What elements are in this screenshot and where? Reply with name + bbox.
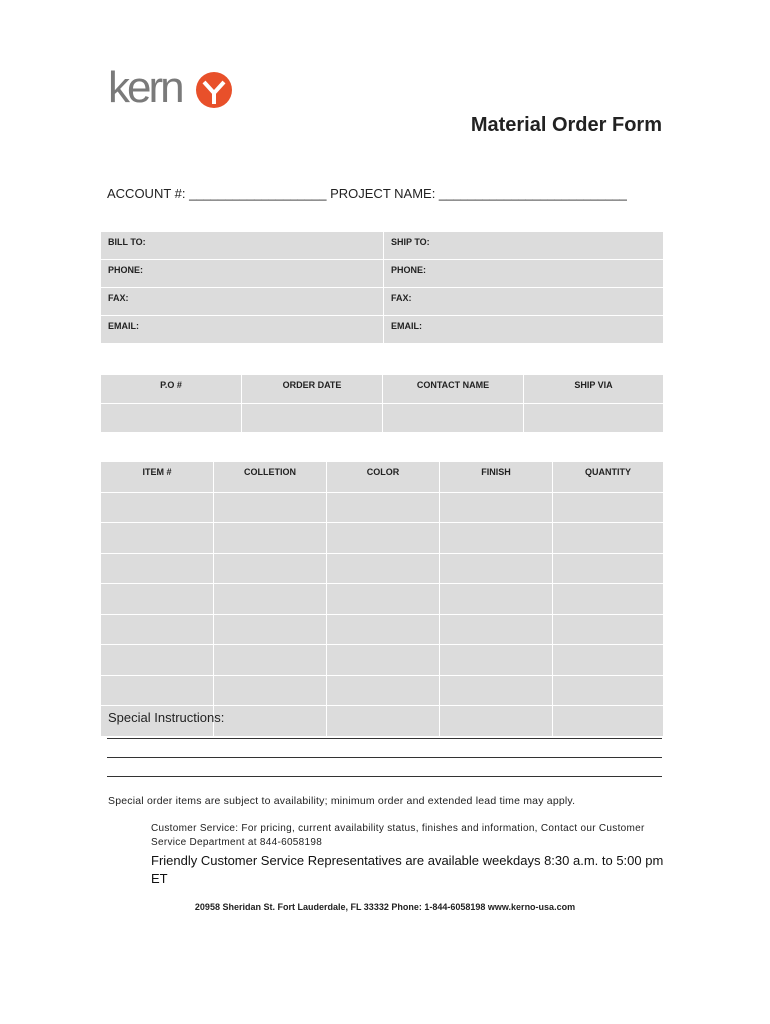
bill-to-field[interactable]: BILL TO:	[101, 232, 384, 260]
table-row	[101, 614, 664, 645]
item-cell[interactable]	[553, 584, 664, 615]
special-order-note: Special order items are subject to availability; minimum order and extended lead time may apply.	[108, 795, 576, 807]
item-cell[interactable]	[440, 614, 553, 645]
item-cell[interactable]	[101, 553, 214, 584]
item-cell[interactable]	[214, 492, 327, 523]
item-cell[interactable]	[440, 553, 553, 584]
item-cell[interactable]	[214, 614, 327, 645]
item-cell[interactable]	[327, 706, 440, 737]
item-cell[interactable]	[553, 553, 664, 584]
item-cell[interactable]	[214, 675, 327, 706]
friendly-service-text: Friendly Customer Service Representatives are available weekdays 8:30 a.m. to 5:00 pm ET	[151, 853, 664, 886]
item-cell[interactable]	[327, 492, 440, 523]
form-title: Material Order Form	[470, 114, 662, 136]
item-cell[interactable]	[553, 492, 664, 523]
item-cell[interactable]	[440, 645, 553, 676]
color-header: COLOR	[327, 462, 440, 493]
item-cell[interactable]	[101, 523, 214, 554]
item-cell[interactable]	[553, 614, 664, 645]
bill-fax-field[interactable]: FAX:	[101, 288, 384, 316]
po-cell[interactable]	[101, 404, 242, 433]
item-cell[interactable]	[553, 675, 664, 706]
item-cell[interactable]	[214, 553, 327, 584]
item-number-header: ITEM #	[101, 462, 214, 493]
svg-text:kern: kern	[108, 63, 182, 112]
bill-email-field[interactable]: EMAIL:	[101, 316, 384, 344]
item-cell[interactable]	[327, 645, 440, 676]
item-cell[interactable]	[553, 523, 664, 554]
finish-header: FINISH	[440, 462, 553, 493]
item-cell[interactable]	[101, 492, 214, 523]
customer-service-text: Customer Service: For pricing, current availability status, finishes and information, Contact our Customer Service Department at 844-6058198	[151, 823, 645, 848]
item-cell[interactable]	[327, 584, 440, 615]
ship-phone-field[interactable]: PHONE:	[384, 260, 664, 288]
quantity-header: QUANTITY	[553, 462, 664, 493]
special-instructions-label: Special Instructions:	[108, 710, 225, 725]
table-row	[101, 584, 664, 615]
special-instructions-line[interactable]	[107, 757, 662, 758]
contact-info-table	[100, 231, 664, 344]
ship-via-header: SHIP VIA	[524, 375, 664, 404]
ship-fax-field[interactable]: FAX:	[384, 288, 664, 316]
po-header: P.O #	[101, 375, 242, 404]
account-project-line: ACCOUNT #: ___________________ PROJECT NAME: __________________________	[107, 186, 627, 201]
ship-to-field[interactable]: SHIP TO:	[384, 232, 664, 260]
item-cell[interactable]	[214, 645, 327, 676]
ship-email-field[interactable]: EMAIL:	[384, 316, 664, 344]
order-date-cell[interactable]	[242, 404, 383, 433]
item-cell[interactable]	[327, 553, 440, 584]
table-row	[101, 645, 664, 676]
item-cell[interactable]	[327, 675, 440, 706]
item-cell[interactable]	[101, 614, 214, 645]
special-instructions-line[interactable]	[107, 776, 662, 777]
item-cell[interactable]	[440, 492, 553, 523]
table-row	[101, 553, 664, 584]
item-cell[interactable]	[440, 523, 553, 554]
company-footer: 20958 Sheridan St. Fort Lauderdale, FL 33332 Phone: 1-844-6058198 www.kerno-usa.com	[194, 902, 576, 912]
item-cell[interactable]	[553, 706, 664, 737]
item-cell[interactable]	[440, 584, 553, 615]
item-cell[interactable]	[101, 675, 214, 706]
table-row	[101, 523, 664, 554]
order-date-header: ORDER DATE	[242, 375, 383, 404]
order-details-table	[100, 374, 664, 433]
item-cell[interactable]	[214, 584, 327, 615]
item-cell[interactable]	[440, 706, 553, 737]
item-cell[interactable]	[327, 614, 440, 645]
item-cell[interactable]	[214, 523, 327, 554]
item-cell[interactable]	[101, 645, 214, 676]
item-cell[interactable]	[101, 584, 214, 615]
kerno-logo	[108, 62, 234, 112]
item-cell[interactable]	[214, 706, 327, 737]
bill-phone-field[interactable]: PHONE:	[101, 260, 384, 288]
item-cell[interactable]	[327, 523, 440, 554]
item-cell[interactable]	[553, 645, 664, 676]
collection-header: COLLETION	[214, 462, 327, 493]
item-cell[interactable]	[440, 675, 553, 706]
special-instructions-line[interactable]	[107, 738, 662, 739]
contact-name-cell[interactable]	[383, 404, 524, 433]
table-row	[101, 492, 664, 523]
contact-name-header: CONTACT NAME	[383, 375, 524, 404]
ship-via-cell[interactable]	[524, 404, 664, 433]
items-table	[100, 461, 664, 737]
table-row	[101, 675, 664, 706]
